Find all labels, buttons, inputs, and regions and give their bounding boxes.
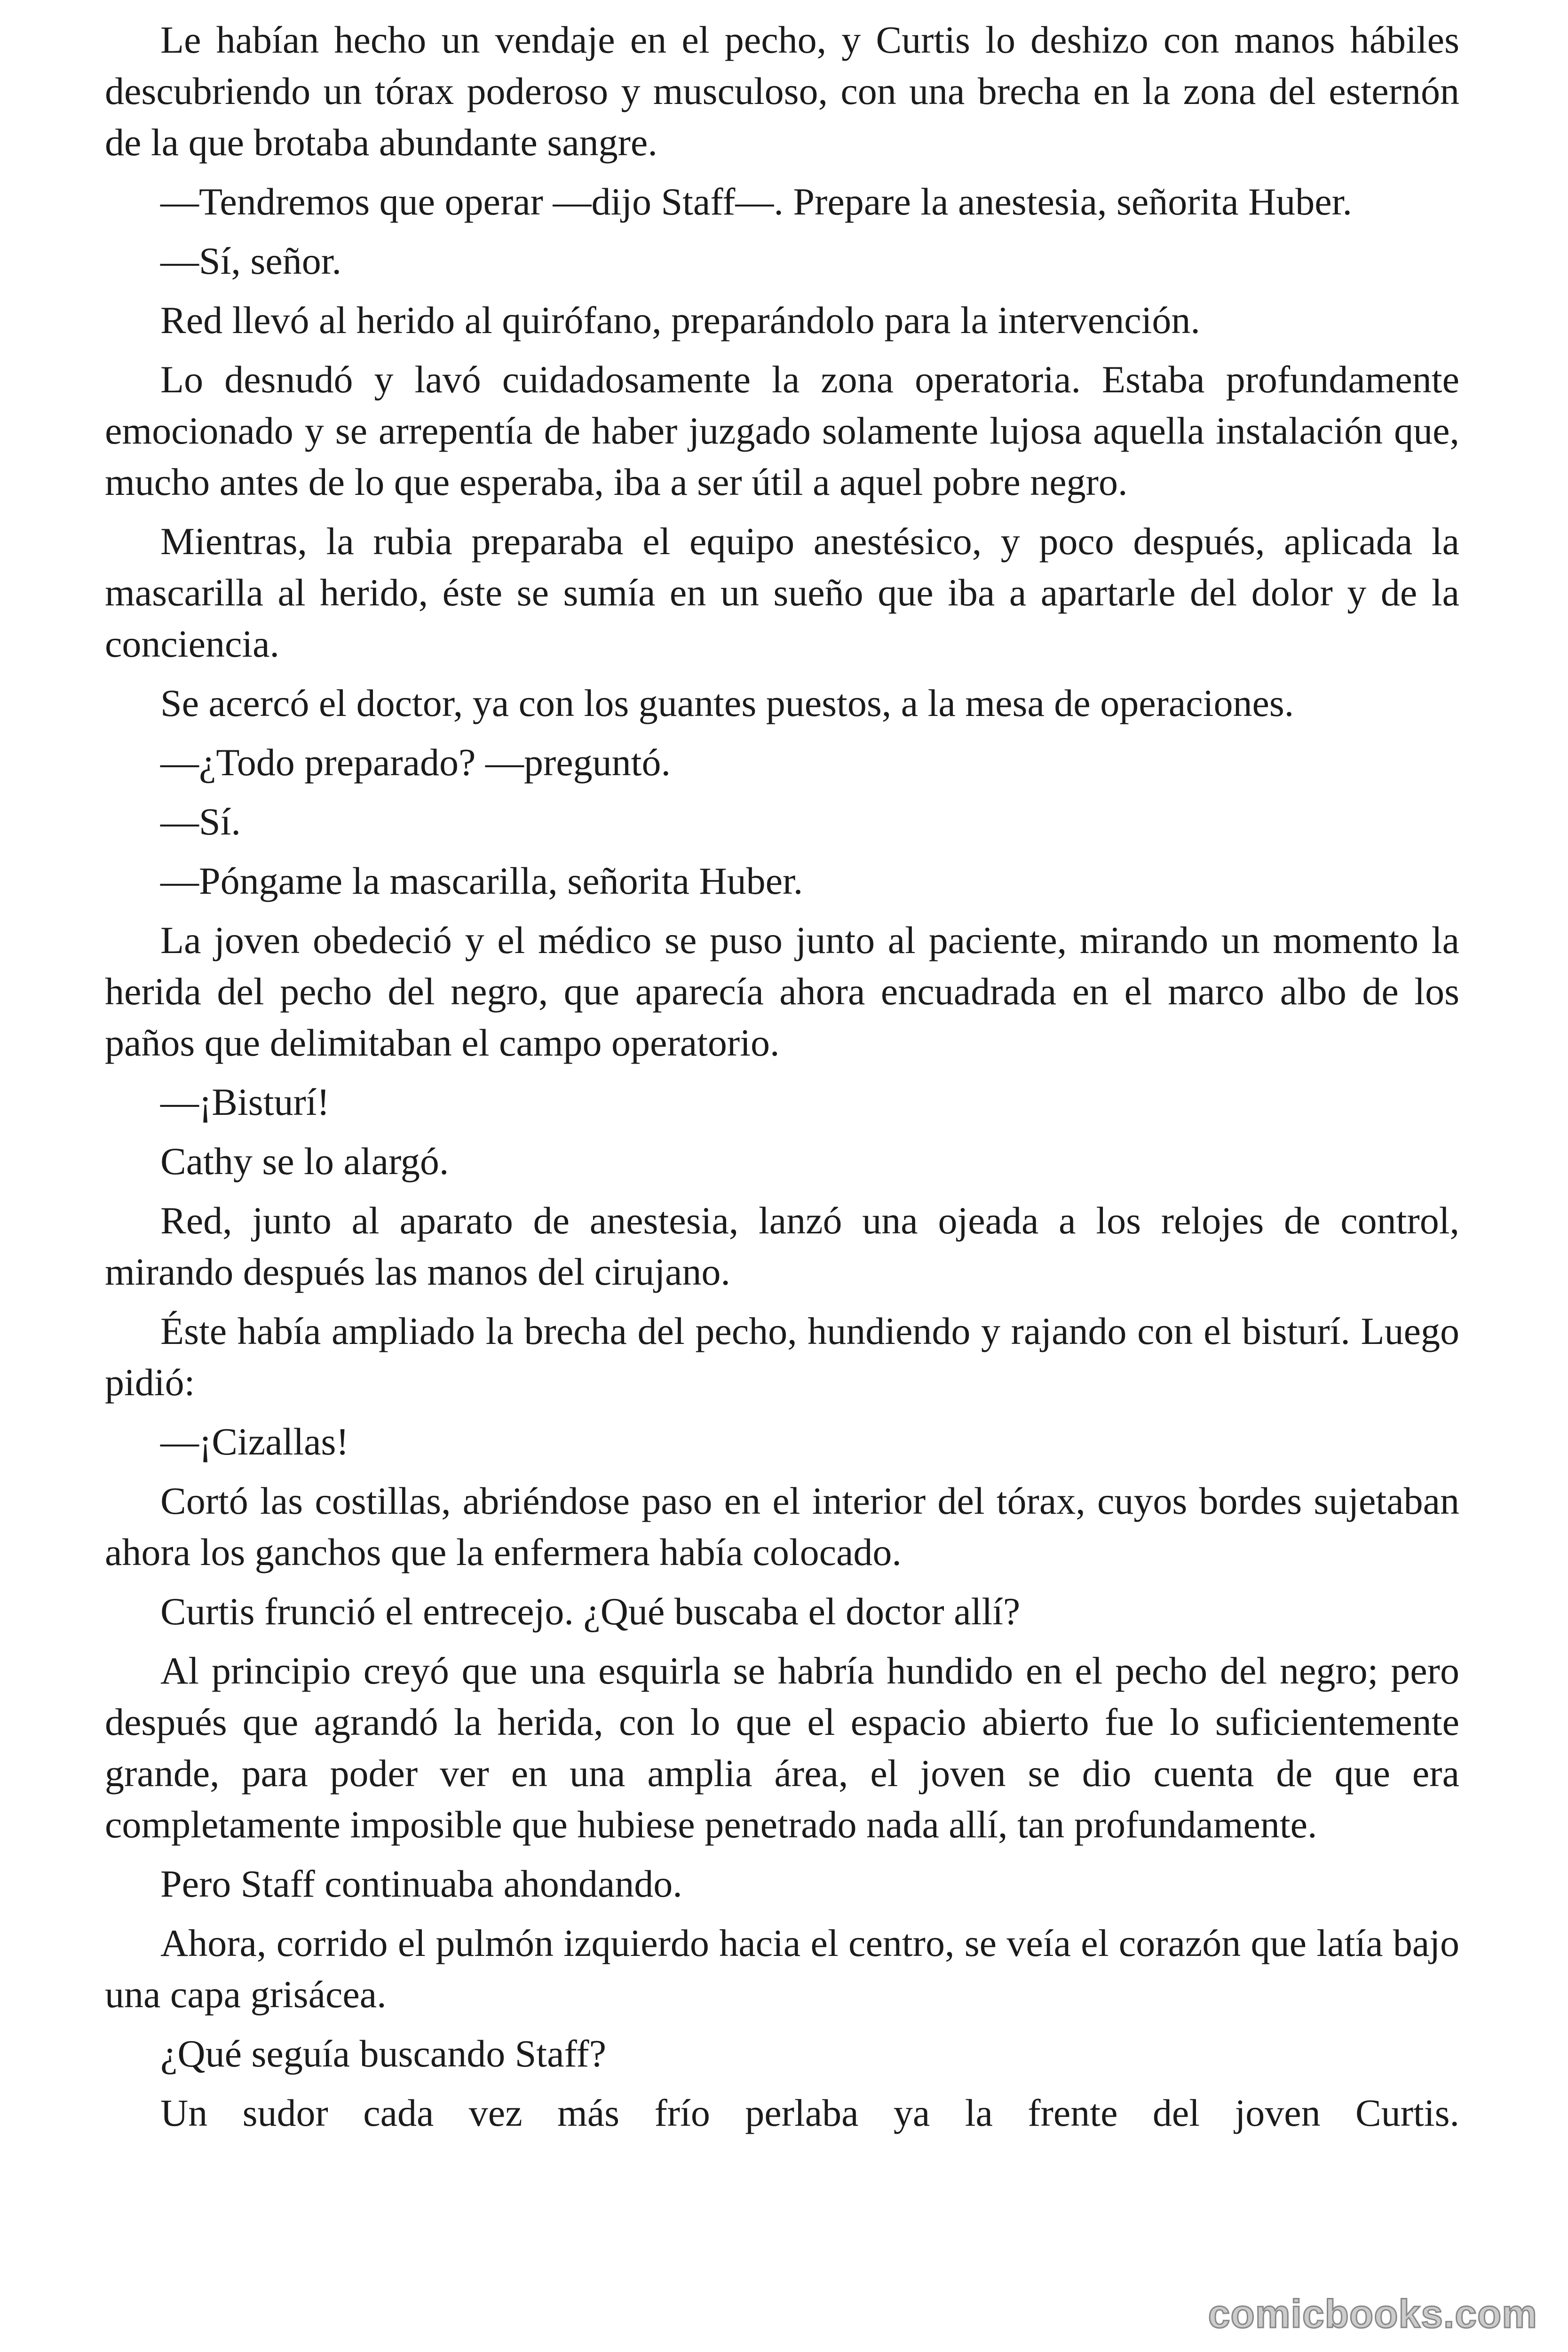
paragraph-18: Curtis frunció el entrecejo. ¿Qué buscaba el doctor allí? xyxy=(160,1590,1021,1633)
paragraph-1: Le habían hecho un vendaje en el pecho, y Curtis lo deshizo con manos hábiles descubriendo un tórax poderoso y musculoso, con una brecha en la zona del esternón de la que brotaba abundante sangre. xyxy=(105,18,1459,164)
paragraph-10: —Póngame la mascarilla, señorita Huber. xyxy=(160,859,803,902)
watermark-logo: comicbooks.com xyxy=(1208,2292,1537,2336)
paragraph-6: Mientras, la rubia preparaba el equipo anestésico, y poco después, aplicada la mascarilla al herido, éste se sumía en un sueño que iba a apartarle del dolor y de la conciencia. xyxy=(105,520,1459,665)
paragraph-4: Red llevó al herido al quirófano, preparándolo para la intervención. xyxy=(160,299,1200,342)
paragraph-9: —Sí. xyxy=(160,800,241,843)
paragraph-22: ¿Qué seguía buscando Staff? xyxy=(160,2032,607,2075)
paragraph-11: La joven obedeció y el médico se puso junto al paciente, mirando un momento la herida del pecho del negro, que aparecía ahora encuadrada en el marco albo de los paños que delimitaban el campo operatorio. xyxy=(105,919,1459,1064)
paragraph-7: Se acercó el doctor, ya con los guantes puestos, a la mesa de operaciones. xyxy=(160,682,1294,724)
paragraph-5: Lo desnudó y lavó cuidadosamente la zona operatoria. Estaba profundamente emocionado y se arrepentía de haber juzgado solamente lujosa aquella instalación que, mucho antes de lo que esperaba, iba a ser útil a aquel pobre negro. xyxy=(105,358,1459,503)
paragraph-2: —Tendremos que operar —dijo Staff—. Prepare la anestesia, señorita Huber. xyxy=(160,180,1352,223)
paragraph-3: —Sí, señor. xyxy=(160,239,341,282)
book-page-text xyxy=(105,14,1459,2138)
paragraph-19: Al principio creyó que una esquirla se habría hundido en el pecho del negro; pero después que agrandó la herida, con lo que el espacio abierto fue lo suficientemente grande, para poder ver en una amplia área, el joven se dio cuenta de que era completamente imposible que hubiese penetrado nada allí, tan profundamente. xyxy=(105,1649,1459,1846)
paragraph-13: Cathy se lo alargó. xyxy=(160,1140,449,1183)
paragraph-14: Red, junto al aparato de anestesia, lanzó una ojeada a los relojes de control, mirando después las manos del cirujano. xyxy=(105,1199,1459,1293)
paragraph-15: Éste había ampliado la brecha del pecho, hundiendo y rajando con el bisturí. Luego pidió: xyxy=(105,1310,1459,1404)
paragraph-23: Un sudor cada vez más frío perlaba ya la frente del joven Curtis. xyxy=(160,2091,1459,2134)
paragraph-8: —¿Todo preparado? —preguntó. xyxy=(160,741,671,784)
paragraph-16: —¡Cizallas! xyxy=(160,1420,349,1463)
paragraph-21: Ahora, corrido el pulmón izquierdo hacia el centro, se veía el corazón que latía bajo una capa grisácea. xyxy=(105,1922,1459,2016)
paragraph-17: Cortó las costillas, abriéndose paso en el interior del tórax, cuyos bordes sujetaban ahora los ganchos que la enfermera había colocado. xyxy=(105,1479,1459,1573)
paragraph-20: Pero Staff continuaba ahondando. xyxy=(160,1862,682,1905)
paragraph-12: —¡Bisturí! xyxy=(160,1081,330,1123)
